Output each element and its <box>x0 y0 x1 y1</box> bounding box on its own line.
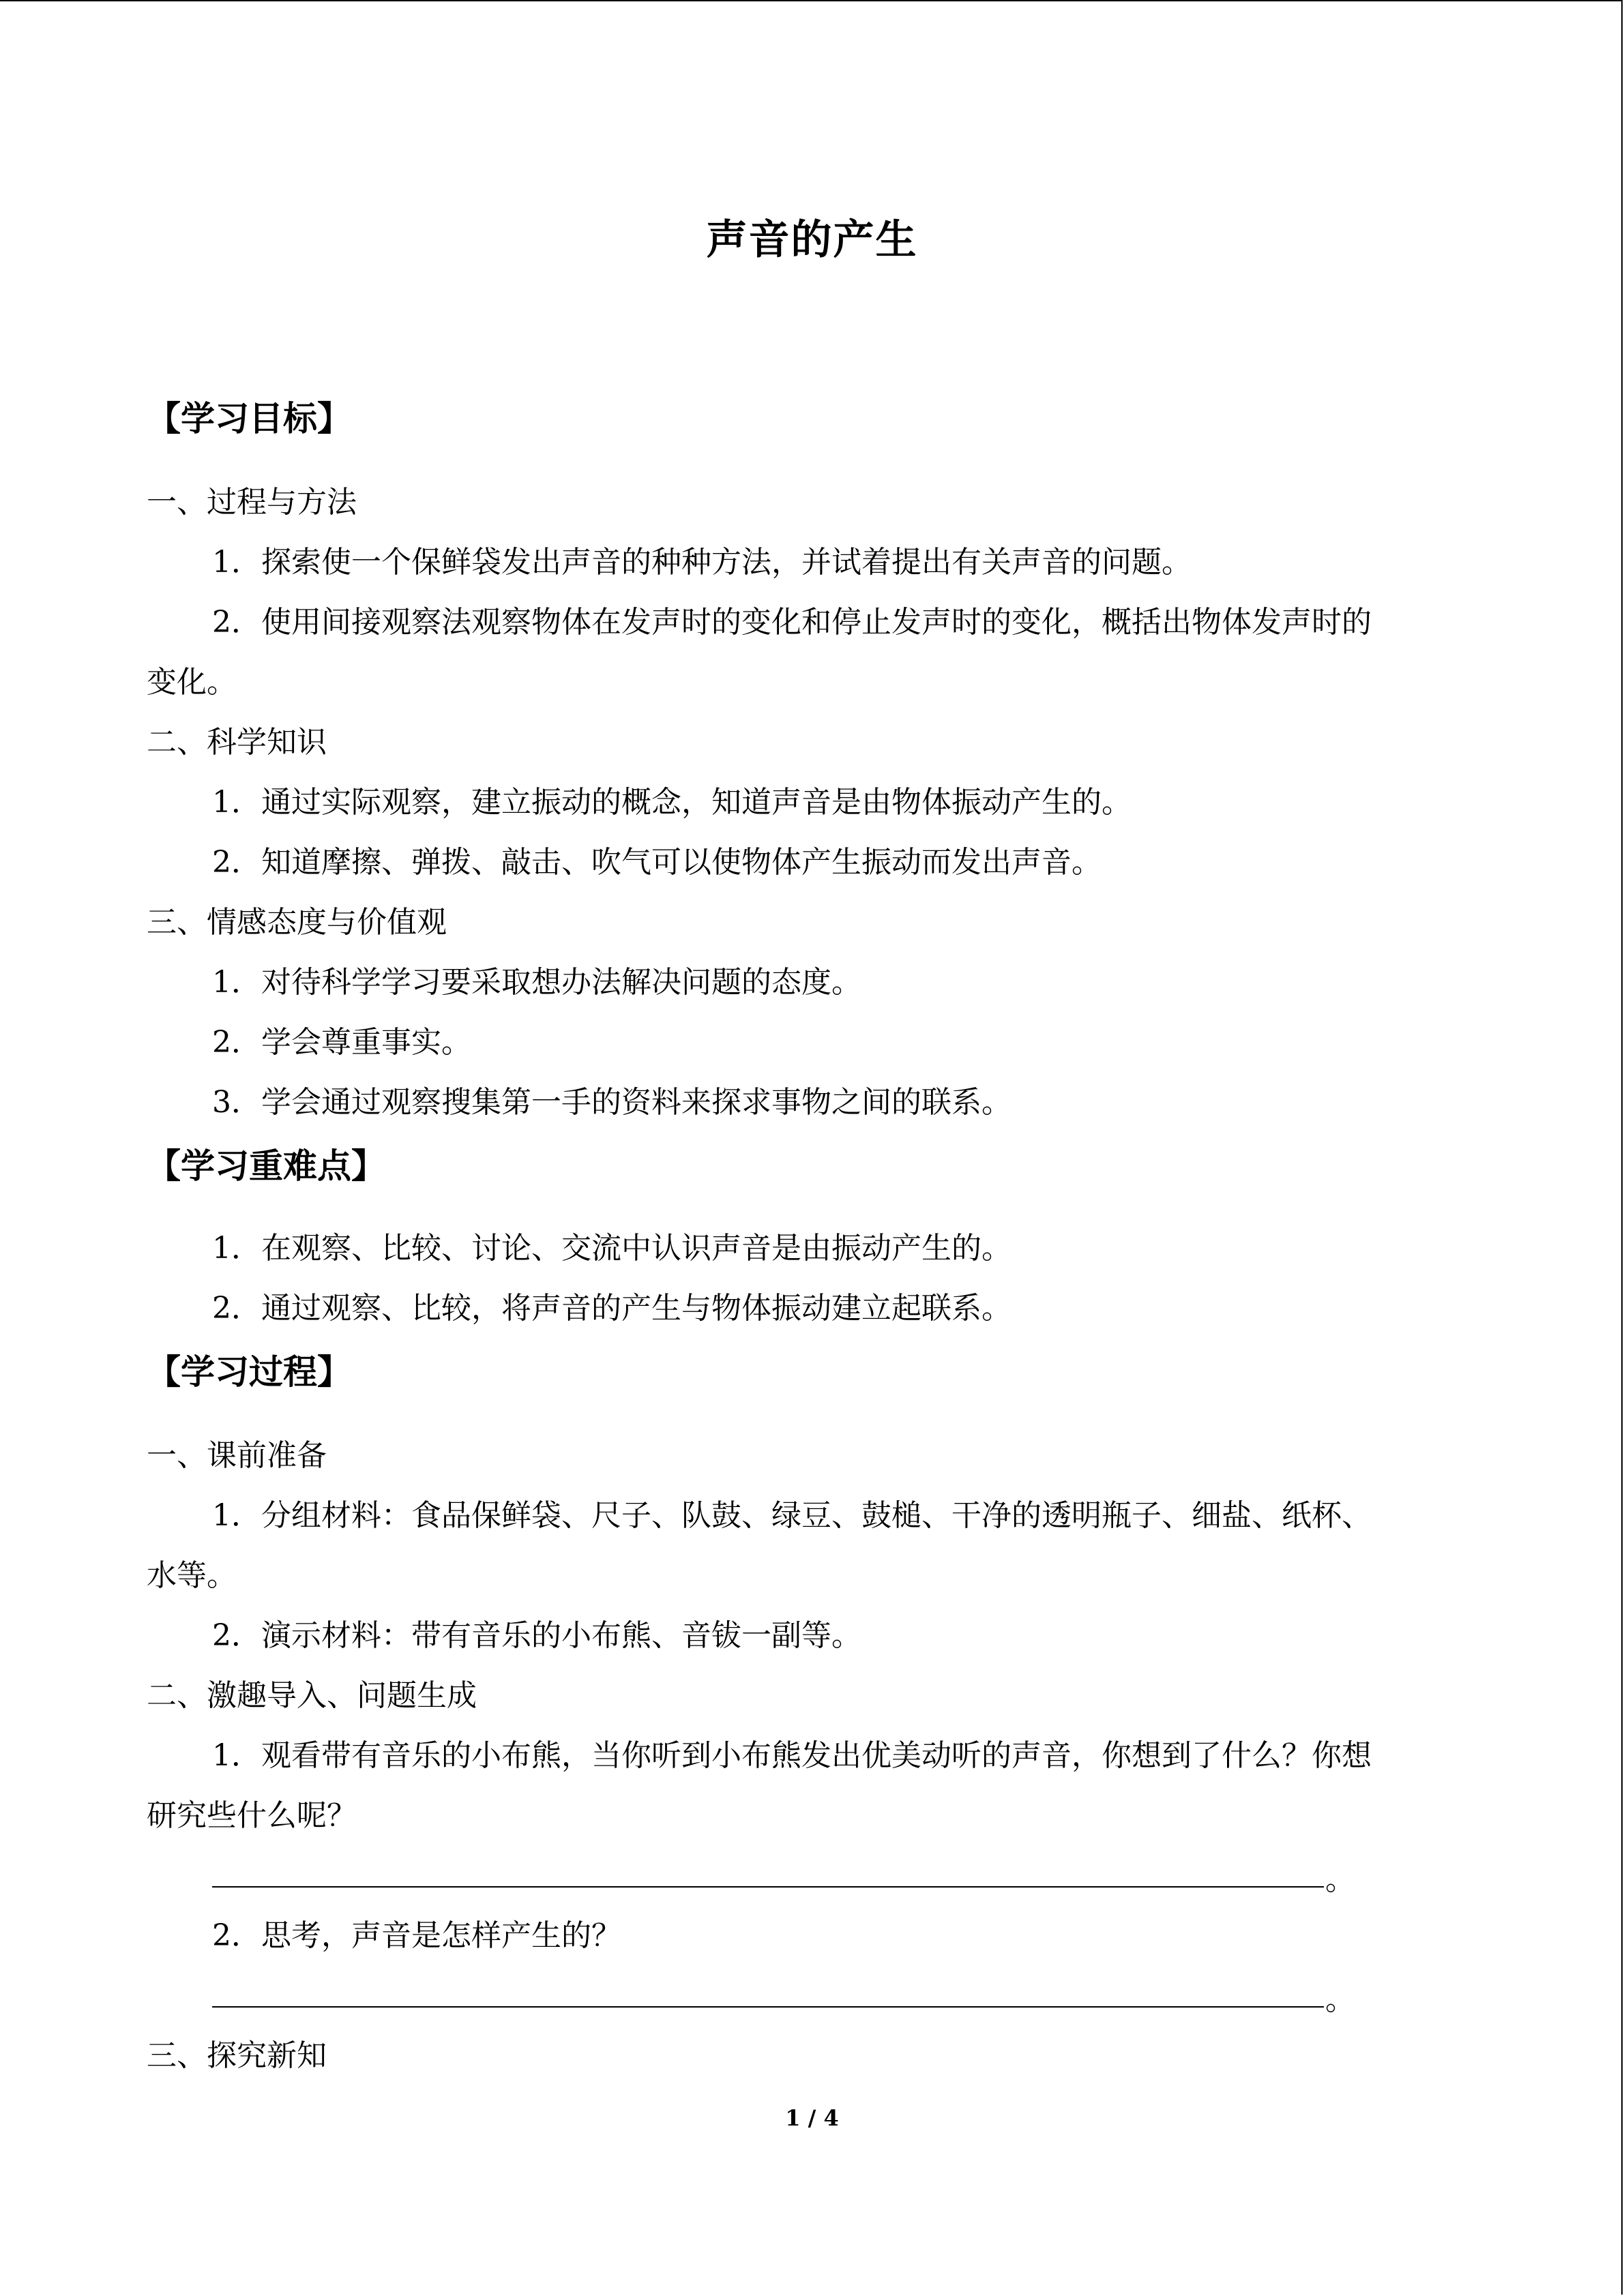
page-number: 1 / 4 <box>785 2105 839 2131</box>
process-item-1-2: 2．演示材料：带有音乐的小布熊、音钹一副等。 <box>212 1618 861 1653</box>
process-item-2-1-cont: 研究些什么呢？ <box>147 1798 357 1833</box>
section-heading-key-points: 【学习重难点】 <box>147 1146 385 1186</box>
goals-item-2-1: 1．通过实际观察，建立振动的概念，知道声音是由物体振动产生的。 <box>212 785 1132 820</box>
process-part-2: 二、激趣导入、问题生成 <box>147 1678 477 1713</box>
document-title: 声音的产生 <box>706 216 918 264</box>
goals-item-1-2-cont: 变化。 <box>147 665 237 700</box>
goals-item-1-1: 1．探索使一个保鲜袋发出声音的种种方法，并试着提出有关声音的问题。 <box>212 545 1192 580</box>
goals-part-1: 一、过程与方法 <box>147 485 357 520</box>
goals-item-1-2: 2．使用间接观察法观察物体在发声时的变化和停止发声时的变化，概括出物体发声时的 <box>212 605 1372 640</box>
goals-item-2-2: 2．知道摩擦、弹拨、敲击、吹气可以使物体产生振动而发出声音。 <box>212 845 1102 880</box>
section-heading-process: 【学习过程】 <box>147 1352 351 1392</box>
key-point-1: 1．在观察、比较、讨论、交流中认识声音是由振动产生的。 <box>212 1231 1012 1266</box>
answer-blank-1[interactable] <box>212 1886 1324 1888</box>
goals-item-3-3: 3．学会通过观察搜集第一手的资料来探求事物之间的联系。 <box>212 1085 1012 1120</box>
answer-blank-2[interactable] <box>212 2006 1324 2008</box>
process-item-2-2: 2．思考，声音是怎样产生的？ <box>212 1918 621 1953</box>
key-point-2: 2．通过观察、比较，将声音的产生与物体振动建立起联系。 <box>212 1291 1012 1326</box>
goals-item-3-1: 1．对待科学学习要采取想办法解决问题的态度。 <box>212 965 861 1000</box>
goals-part-2: 二、科学知识 <box>147 725 327 760</box>
process-item-1-1: 1．分组材料：食品保鲜袋、尺子、队鼓、绿豆、鼓槌、干净的透明瓶子、细盐、纸杯、 <box>212 1498 1372 1533</box>
answer-blank-1-period: 。 <box>1325 1862 1355 1897</box>
goals-part-3: 三、情感态度与价值观 <box>147 905 447 940</box>
process-part-3: 三、探究新知 <box>147 2038 327 2073</box>
process-part-1: 一、课前准备 <box>147 1438 327 1473</box>
answer-blank-2-period: 。 <box>1325 1982 1355 2017</box>
process-item-2-1: 1．观看带有音乐的小布熊，当你听到小布熊发出优美动听的声音，你想到了什么？你想 <box>212 1738 1372 1773</box>
goals-item-3-2: 2．学会尊重事实。 <box>212 1025 471 1060</box>
process-item-1-1-cont: 水等。 <box>147 1558 237 1593</box>
section-heading-goals: 【学习目标】 <box>147 398 351 438</box>
